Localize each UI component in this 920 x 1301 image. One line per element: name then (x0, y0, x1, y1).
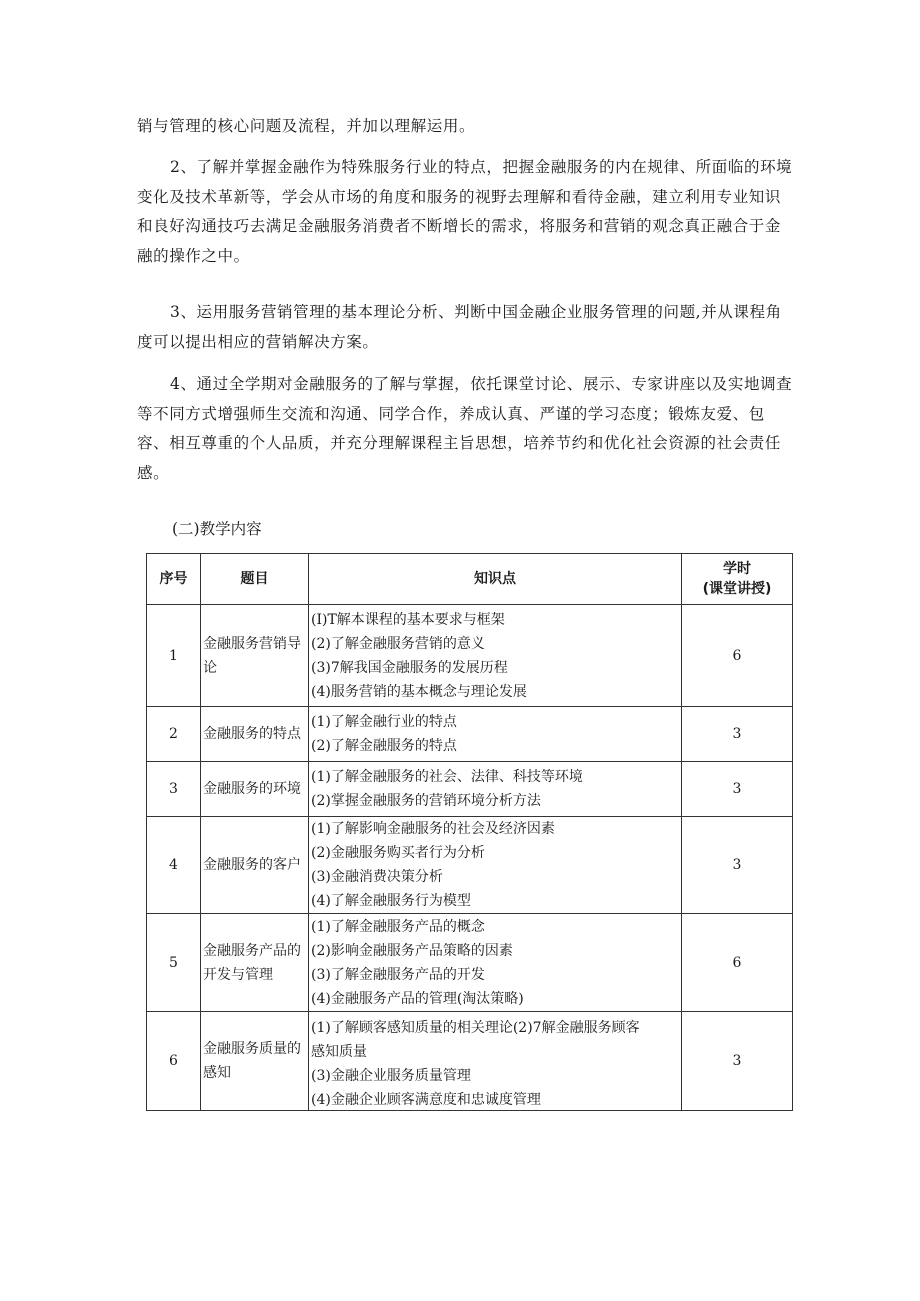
knowledge-point: (2)掌握金融服务的营销环境分析方法 (311, 793, 541, 809)
knowledge-point: (2)影响金融服务产品策略的因素 (311, 942, 513, 959)
row-points (309, 817, 682, 914)
knowledge-point: 感知质量 (311, 1044, 367, 1060)
row-hours: 3 (682, 707, 793, 762)
knowledge-point: (1)了解金融行业的特点 (311, 714, 457, 730)
header-hours-line2: (课堂讲授) (702, 581, 772, 597)
paragraph-objective-3: 3、运用服务营销管理的基本理论分析、判断中国金融企业服务管理的问题,并从课程角度可以提出相应的营销解决方案。 (137, 303, 782, 351)
knowledge-point: (2)了解金融服务的特点 (311, 738, 457, 754)
table-row (147, 707, 793, 762)
row-hours: 3 (682, 762, 793, 817)
knowledge-point: (4)金融服务产品的管理(淘汰策略) (311, 990, 524, 1007)
row-hours: 6 (682, 914, 793, 1012)
row-points (309, 762, 682, 817)
knowledge-point: (I)T解本课程的基本要求与框架 (311, 611, 505, 628)
table-row (147, 817, 793, 914)
knowledge-point: (2)金融服务购买者行为分析 (311, 845, 485, 861)
row-num: 3 (147, 762, 201, 817)
header-topic: 题目 (201, 554, 309, 605)
row-hours: 3 (682, 1012, 793, 1111)
knowledge-point: (1)了解影响金融服务的社会及经济因素 (311, 821, 555, 837)
row-points (309, 1012, 682, 1111)
teaching-content-table (146, 553, 793, 1111)
header-hours-line1: 学时 (723, 561, 751, 577)
header-num: 序号 (147, 554, 201, 605)
row-topic: 金融服务质量的感知 (201, 1012, 309, 1111)
paragraph-objective-4: 4、通过全学期对金融服务的了解与掌握，依托课堂讨论、展示、专家讲座以及实地调查等不同方式增强师生交流和沟通、同学合作，养成认真、严谨的学习态度；锻炼友爱、包容、相互尊重的个人品质，并充分理解课程主旨思想，培养节约和优化社会资源的社会责任感。 (137, 375, 793, 482)
row-num: 5 (147, 914, 201, 1012)
header-points: 知识点 (309, 554, 682, 605)
knowledge-point: (4)服务营销的基本概念与理论发展 (311, 683, 527, 700)
row-num: 2 (147, 707, 201, 762)
paragraph-objective-2: 2、了解并掌握金融作为特殊服务行业的特点，把握金融服务的内在规律、所面临的环境变化及技术革新等，学会从市场的角度和服务的视野去理解和看待金融，建立利用专业知识和良好沟通技巧去满足金融服务消费者不断增长的需求，将服务和营销的观念真正融合于金融的操作之中。 (137, 158, 793, 265)
knowledge-point: (1)了解金融服务产品的概念 (311, 918, 485, 935)
knowledge-point: (4)了解金融服务行为模型 (311, 893, 471, 909)
table-row (147, 605, 793, 707)
row-points (309, 707, 682, 762)
knowledge-point: (1)了解金融服务的社会、法律、科技等环境 (311, 769, 583, 785)
table-row (147, 914, 793, 1012)
row-num: 4 (147, 817, 201, 914)
row-topic: 金融服务的环境 (201, 762, 309, 817)
row-topic: 金融服务营销导论 (201, 605, 309, 707)
knowledge-point: (2)了解金融服务营销的意义 (311, 635, 485, 652)
knowledge-point: (3)了解金融服务产品的开发 (311, 966, 485, 983)
row-num: 1 (147, 605, 201, 707)
row-hours: 3 (682, 817, 793, 914)
knowledge-point: (1)了解顾客感知质量的相关理论(2)7解金融服务顾客 (311, 1020, 640, 1036)
knowledge-point: (4)金融企业顾客满意度和忠诚度管理 (311, 1092, 541, 1108)
paragraph-continuation: 销与管理的核心问题及流程，并加以理解运用。 (137, 117, 476, 135)
header-hours (682, 554, 793, 605)
row-topic: 金融服务的客户 (201, 817, 309, 914)
table-row (147, 1012, 793, 1111)
row-points (309, 605, 682, 707)
row-hours: 6 (682, 605, 793, 707)
row-topic: 金融服务产品的开发与管理 (201, 914, 309, 1012)
row-points (309, 914, 682, 1012)
table-header-row (147, 554, 793, 605)
knowledge-point: (3)金融企业服务质量管理 (311, 1068, 471, 1084)
knowledge-point: (3)金融消费决策分析 (311, 869, 443, 885)
section-heading: (二)教学内容 (172, 520, 262, 538)
table-row (147, 762, 793, 817)
row-num: 6 (147, 1012, 201, 1111)
row-topic: 金融服务的特点 (201, 707, 309, 762)
knowledge-point: (3)7解我国金融服务的发展历程 (311, 659, 508, 676)
